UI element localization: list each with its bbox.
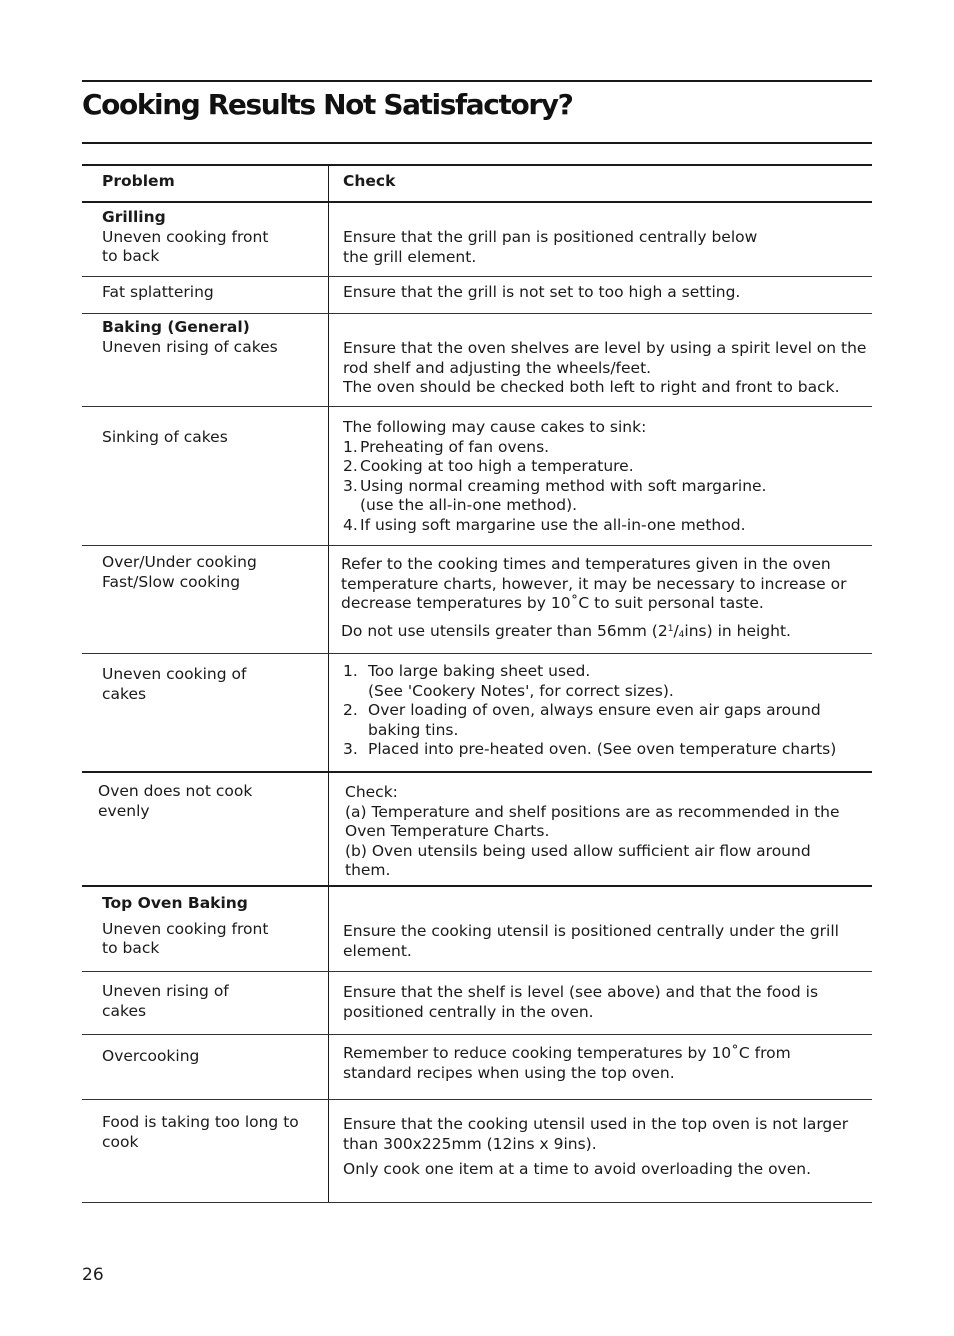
check-cell-fat-splattering: Ensure that the grill is not set to too high a setting. <box>343 283 741 301</box>
row-divider <box>82 1099 872 1100</box>
problem-cell-sinking: Sinking of cakes <box>102 428 228 446</box>
row-divider <box>82 885 872 887</box>
column-divider <box>328 165 329 1202</box>
list-item: 1. Preheating of fan ovens. <box>343 437 550 456</box>
problem-cell-not-evenly: Oven does not cook evenly <box>98 782 253 820</box>
check-cell-overcooking: Remember to reduce cooking temperatures by 10˚C from standard recipes when using the top oven. <box>343 1044 791 1082</box>
header-problem: Problem <box>102 172 175 190</box>
list-item: (See 'Cookery Notes', for correct sizes). <box>368 681 674 700</box>
check-cell-over-under: Refer to the cooking times and temperatures given in the oven temperature charts, however, it may be necessary to increase or decrease temperatures by 10˚C to suit personal taste. Do not use utensils greater than 56mm $(2^1/4ins)$ in height. <box>341 555 846 645</box>
section-heading-grilling: Grilling <box>102 208 166 226</box>
title-top-rule <box>82 80 872 82</box>
row-divider <box>82 276 872 277</box>
problem-cell-over-under: Over/Under cooking Fast/Slow cooking <box>102 553 257 591</box>
header-check: Check <box>343 172 396 190</box>
check-cell-uneven-rising: Ensure that the oven shelves are level by using a spirit level on the rod shelf and adjusting the wheels/feet. The oven should be checked both left to right and front to back. <box>343 339 867 397</box>
check-cell-top-oven-uneven: Ensure the cooking utensil is positioned centrally under the grill element. <box>343 922 839 960</box>
problem-cell-uneven-cooking-cakes: Uneven cooking of cakes <box>102 665 247 703</box>
row-divider <box>82 771 872 773</box>
list-item: 1. Too large baking sheet used. <box>343 662 591 680</box>
list-item: 2. Over loading of oven, always ensure even air gaps around <box>343 701 821 720</box>
header-border <box>82 201 872 203</box>
title-bottom-rule <box>82 142 872 144</box>
section-heading-baking-general: Baking (General) <box>102 318 250 336</box>
problem-cell-fat-splattering: Fat splattering <box>102 283 214 301</box>
section-heading-top-oven: Top Oven Baking <box>102 894 248 912</box>
list-item: 3. Using normal creaming method with soft margarine. <box>343 476 767 495</box>
check-cell-grilling-uneven: Ensure that the grill pan is positioned centrally below the grill element. <box>343 228 758 266</box>
list-item: 3. Placed into pre-heated oven. (See oven temperature charts) <box>343 740 837 759</box>
check-cell-too-long: Ensure that the cooking utensil used in the top oven is not larger than 300x225mm (12ins x 9ins). Only cook one item at a time to avoid overloading the oven. <box>343 1115 849 1179</box>
row-divider <box>82 313 872 314</box>
check-cell-sinking: The following may cause cakes to sink: 1. Preheating of fan ovens. 2. Cooking at too high a temperature. 3. Using normal creaming method with soft margarine. (use the all-in-one method). 4. If using soft margarine use the all-in-one method. <box>343 418 767 534</box>
page-number: 26 <box>82 1265 104 1285</box>
list-item: (use the all-in-one method). <box>360 496 578 515</box>
list-item: 4. If using soft margarine use the all-in-one method. <box>343 515 746 534</box>
table-bottom-border <box>82 1202 872 1203</box>
problem-cell-overcooking: Overcooking <box>102 1047 200 1065</box>
row-divider <box>82 545 872 546</box>
problem-cell-too-long: Food is taking too long to cook <box>102 1113 299 1151</box>
table-top-border <box>82 164 872 166</box>
row-divider <box>82 653 872 654</box>
list-item: baking tins. <box>368 720 459 739</box>
row-divider <box>82 971 872 972</box>
problem-cell-top-oven-uneven: Top Oven Baking Uneven cooking front to back <box>102 894 269 958</box>
problem-cell-uneven-rising: Baking (General) Uneven rising of cakes <box>102 318 278 356</box>
check-cell-top-oven-rising: Ensure that the shelf is level (see above) and that the food is positioned centrally in the oven. <box>343 983 819 1021</box>
row-divider <box>82 406 872 407</box>
list-item: 2. Cooking at too high a temperature. <box>343 457 634 476</box>
row-divider <box>82 1034 872 1035</box>
problem-cell-top-oven-rising: Uneven rising of cakes <box>102 982 229 1020</box>
problem-cell-grilling-uneven: Grilling Uneven cooking front to back <box>102 208 269 266</box>
check-cell-not-evenly: Check: (a) Temperature and shelf positions are as recommended in the Oven Temperature Charts. (b) Oven utensils being used allow sufficient air flow around them. <box>345 783 840 880</box>
check-cell-uneven-cooking-cakes <box>343 662 836 760</box>
page-title: Cooking Results Not Satisfactory? <box>82 88 573 121</box>
utensil-height-note: Do not use utensils greater than 56mm $(2^1/4ins)$ in height. <box>341 621 791 640</box>
